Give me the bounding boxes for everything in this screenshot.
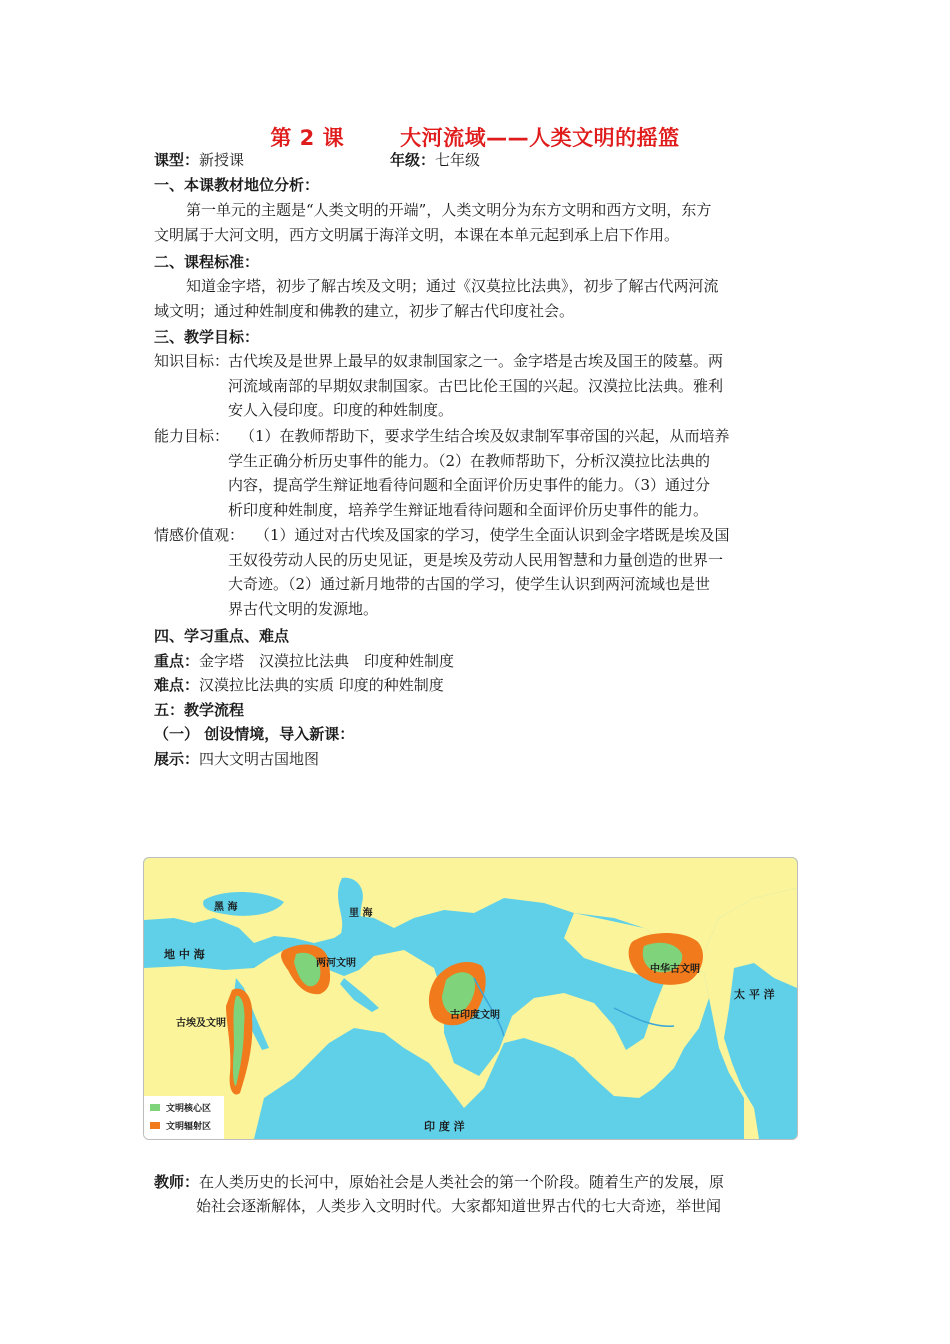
section5-heading: 五：教学流程 — [154, 701, 245, 719]
emotion-label: 情感价值观： — [154, 526, 245, 544]
ability-label: 能力目标： — [154, 427, 230, 445]
knowledge-line: 安人入侵印度。印度的种姓制度。 — [228, 401, 454, 419]
show-label: 展示： — [154, 750, 200, 768]
show-value: 四大文明古国地图 — [199, 750, 320, 768]
section3-heading: 三、教学目标： — [154, 328, 260, 346]
label-india: 古印度文明 — [450, 1010, 500, 1021]
key-label: 重点： — [154, 652, 200, 670]
legend-radiation-label: 文明辐射区 — [166, 1122, 212, 1132]
legend-radiation-swatch — [150, 1122, 160, 1129]
teacher-line2: 始社会逐渐解体，人类步入文明时代。大家都知道世界古代的七大奇迹，举世闻 — [196, 1197, 722, 1215]
label-mesopotamia: 两河文明 — [316, 958, 356, 969]
emotion-line: 大奇迹。（2）通过新月地带的古国的学习，使学生认识到两河流域也是世 — [228, 575, 711, 593]
emotion-goal — [154, 523, 794, 621]
ability-line: 内容，提高学生辩证地看待问题和全面评价历史事件的能力。（3）通过分 — [228, 476, 711, 494]
legend-core-label: 文明核心区 — [166, 1104, 212, 1114]
teacher-text: 在人类历史的长河中，原始社会是人类社会的第一个阶段。随着生产的发展，原 — [199, 1173, 725, 1191]
teacher-line1 — [154, 1170, 724, 1194]
grade-value: 七年级 — [435, 151, 481, 169]
legend-core-swatch — [150, 1104, 160, 1111]
label-china: 中华古文明 — [650, 964, 700, 975]
lesson-name: 大河流域——人类文明的摇篮 — [400, 126, 680, 150]
knowledge-line: 古代埃及是世界上最早的奴隶制国家之一。金字塔是古埃及国王的陵墓。两 — [228, 352, 724, 370]
ability-line: （1）在教师帮助下，要求学生结合埃及奴隶制军事帝国的兴起，从而培养 — [240, 427, 730, 445]
meta-line — [154, 148, 481, 172]
key-value: 金字塔 汉漠拉比法典 印度种姓制度 — [199, 652, 455, 670]
type-value: 新授课 — [199, 151, 245, 169]
label-pacific: 太 平 洋 — [734, 988, 775, 1001]
ability-line: 析印度种姓制度，培养学生辩证地看待问题和全面评价历史事件的能力。 — [228, 500, 709, 519]
section2-line1: 知道金字塔，初步了解古埃及文明；通过《汉莫拉比法典》，初步了解古代两河流 — [186, 277, 719, 295]
section2-heading: 二、课程标准： — [154, 253, 260, 271]
map-svg — [144, 858, 797, 1139]
ability-line: 学生正确分析历史事件的能力。（2）在教师帮助下，分析汉漠拉比法典的 — [228, 451, 711, 470]
label-caspian: 里 海 — [349, 908, 373, 919]
emotion-line: 王奴役劳动人民的历史见证，更是埃及劳动人民用智慧和力量创造的世界一 — [228, 550, 724, 569]
section1-line1: 第一单元的主题是“人类文明的开端”，人类文明分为东方文明和西方文明，东方 — [186, 201, 712, 219]
teacher-label: 教师： — [154, 1173, 200, 1191]
knowledge-label: 知识目标： — [154, 352, 230, 370]
type-label: 课型： — [154, 151, 200, 169]
four-civilizations-map — [143, 857, 798, 1140]
emotion-line: （1）通过对古代埃及国家的学习，使学生全面认识到金字塔既是埃及国 — [255, 526, 730, 544]
section1-line2: 文明属于大河文明，西方文明属于海洋文明，本课在本单元起到承上启下作用。 — [154, 226, 680, 244]
hard-label: 难点： — [154, 676, 200, 694]
label-indian-ocean: 印 度 洋 — [424, 1120, 465, 1133]
lesson-number: 第 2 课 — [270, 126, 345, 150]
section1-heading: 一、本课教材地位分析： — [154, 176, 320, 194]
section2-line2: 域文明；通过种姓制度和佛教的建立，初步了解古代印度社会。 — [154, 302, 575, 320]
hard-value: 汉漠拉比法典的实质 印度的种姓制度 — [199, 676, 444, 694]
ability-goal — [154, 424, 794, 522]
show-line — [154, 747, 319, 771]
knowledge-goal — [154, 349, 794, 423]
section4-heading: 四、学习重点、难点 — [154, 627, 290, 645]
hard-points — [154, 673, 444, 697]
key-points — [154, 649, 454, 673]
label-mediterranean: 地 中 海 — [164, 948, 205, 961]
knowledge-line: 河流域南部的早期奴隶制国家。古巴比伦王国的兴起。汉漠拉比法典。雅利 — [228, 376, 724, 395]
legend-box — [144, 1096, 224, 1139]
section5-sub1: （一） 创设情境，导入新课： — [154, 725, 355, 743]
emotion-line: 界古代文明的发源地。 — [228, 599, 379, 618]
label-black-sea: 黑 海 — [214, 902, 238, 913]
label-egypt: 古埃及文明 — [176, 1018, 226, 1029]
grade-label: 年级： — [390, 151, 436, 169]
